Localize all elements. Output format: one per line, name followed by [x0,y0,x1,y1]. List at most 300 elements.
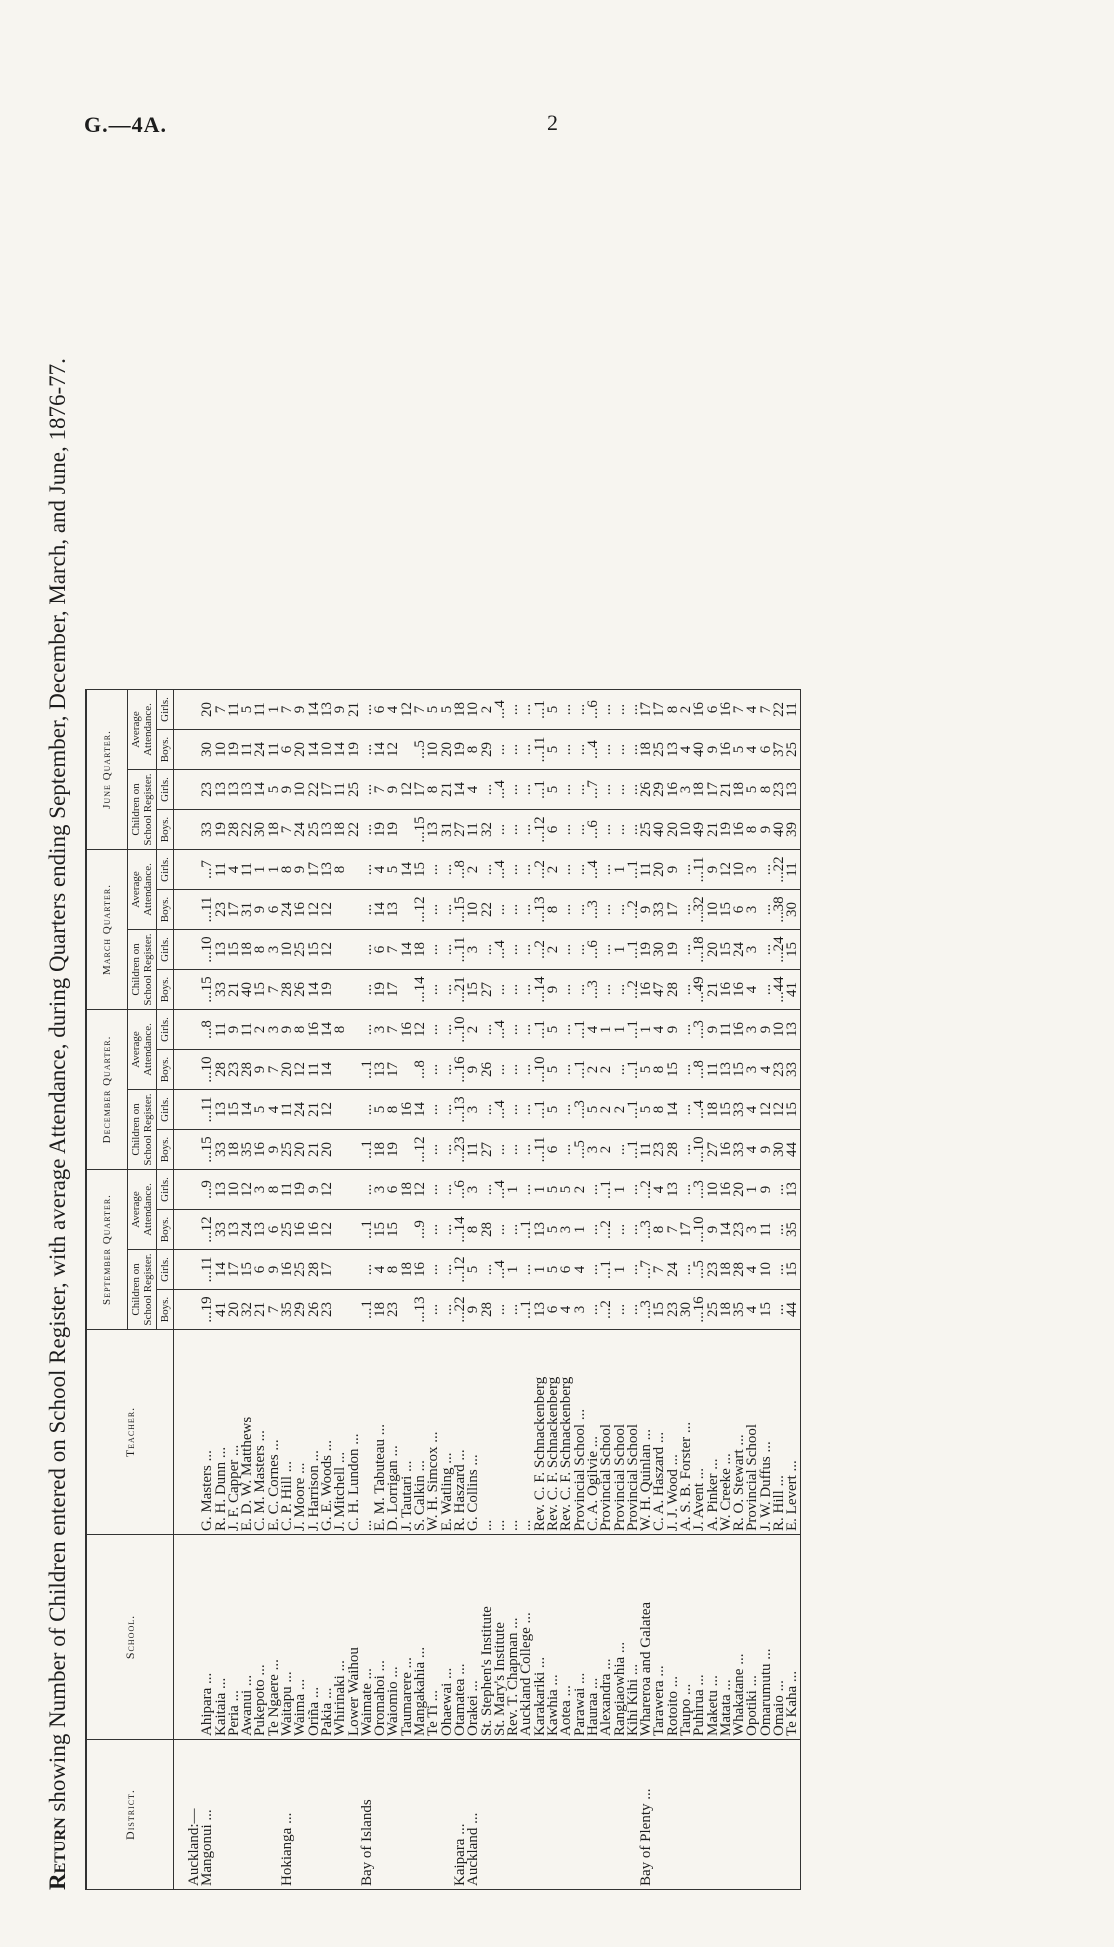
value-cell: ... [627,690,640,730]
value-cell: 12 [321,1090,334,1130]
value-cell: 23 [321,1290,334,1330]
value-cell: 4 [653,1010,666,1050]
value-cell: 9 [281,1010,294,1050]
value-cell: ...5 [693,1250,706,1290]
value-cell: ...15 [201,970,214,1010]
value-cell: ... [507,1010,520,1050]
value-cell: 2 [600,1090,613,1130]
value-cell: ...16 [693,1290,706,1330]
value-cell: ... [481,1250,494,1290]
value-cell: 3 [467,1090,480,1130]
value-cell: ... [441,1170,454,1210]
school-cell: Whirinaki ... [334,1535,347,1740]
value-cell: 11 [215,1010,228,1050]
value-cell: ... [361,890,374,930]
school-cell: Pukepoto ... [254,1535,267,1740]
teacher-cell: E. Levert ... [786,1330,800,1535]
attendance-header: Average Attendance. [128,690,157,770]
value-cell: 40 [653,810,666,850]
value-cell: 9 [228,1010,241,1050]
value-cell: ... [560,1090,573,1130]
value-cell: ... [627,1290,640,1330]
value-cell: 8 [387,1250,400,1290]
teacher-header: Teacher. [86,1330,174,1535]
value-cell: ... [760,890,773,930]
value-cell: 13 [427,810,440,850]
value-cell: 7 [387,1010,400,1050]
district-cell [773,1740,786,1890]
value-cell: ... [680,890,693,930]
value-cell: 2 [574,1170,587,1210]
value-cell: ... [507,850,520,890]
value-cell: ...4 [494,770,507,810]
value-cell: ... [560,810,573,850]
value-cell: 28 [733,1250,746,1290]
value-cell: ...10 [201,1050,214,1090]
value-cell: ... [627,770,640,810]
value-cell: 6 [374,930,387,970]
teacher-cell: Provincial School ... [574,1330,587,1535]
value-cell: 8 [653,1210,666,1250]
value-cell: 27 [707,1130,720,1170]
value-cell: ... [520,970,533,1010]
value-cell: ...23 [454,1130,467,1170]
value-cell: 27 [481,1130,494,1170]
value-cell: 19 [667,930,680,970]
value-cell: ... [427,890,440,930]
value-cell: 14 [241,1090,254,1130]
value-cell: 16 [414,1250,427,1290]
school-cell: St. Mary's Institute [494,1535,507,1740]
value-cell: 9 [281,770,294,810]
value-cell: ...14 [534,970,547,1010]
value-cell: ...1 [361,1290,374,1330]
value-cell: 1 [268,690,281,730]
value-cell: 40 [693,730,706,770]
value-cell: 15 [653,1290,666,1330]
value-cell: ... [627,1210,640,1250]
value-cell: ...4 [494,1010,507,1050]
value-cell: 8 [653,1050,666,1090]
value-cell: 30 [201,730,214,770]
value-cell: ...8 [454,850,467,890]
district-cell [746,1740,759,1890]
value-cell: 11 [254,690,267,730]
value-cell: 15 [733,1050,746,1090]
value-cell: 1 [600,1010,613,1050]
value-cell: 15 [228,1090,241,1130]
school-cell [174,1535,202,1740]
value-cell: 15 [720,930,733,970]
value-cell: 9 [294,690,307,730]
value-cell: 21 [441,770,454,810]
value-cell: 9 [308,1170,321,1210]
value-cell: 9 [760,1170,773,1210]
value-cell: 13 [254,1210,267,1250]
value-cell: ...7 [201,850,214,890]
value-cell: 15 [241,1250,254,1290]
value-cell: 24 [281,890,294,930]
value-cell: ... [560,970,573,1010]
value-cell: ... [494,1130,507,1170]
value-cell: ... [600,850,613,890]
value-cell: 13 [534,1290,547,1330]
value-cell: ... [560,1050,573,1090]
value-cell: 16 [733,1010,746,1050]
value-cell: ...11 [201,890,214,930]
value-cell: ... [600,810,613,850]
value-cell [334,1210,347,1250]
value-cell: 14 [321,1010,334,1050]
value-cell: 14 [308,690,321,730]
value-cell: ... [494,730,507,770]
value-cell: 31 [441,810,454,850]
value-cell: ...1 [361,1050,374,1090]
value-cell: ...1 [361,1130,374,1170]
value-cell: 13 [215,1170,228,1210]
value-cell: ...12 [414,890,427,930]
value-cell: 5 [547,690,560,730]
value-cell: ... [494,890,507,930]
school-cell: Oromahoi ... [374,1535,387,1740]
value-cell: 3 [587,1130,600,1170]
value-cell: 35 [786,1210,800,1250]
value-cell: 13 [321,810,334,850]
value-cell: 8 [334,850,347,890]
district-cell [374,1740,387,1890]
value-cell: 20 [733,1170,746,1210]
school-cell: Alexandra ... [600,1535,613,1740]
value-cell: 15 [786,1250,800,1290]
value-cell: 13 [321,690,334,730]
value-cell: ... [494,1050,507,1090]
table-row [174,690,202,1890]
school-cell: Omaio ... [773,1535,786,1740]
teacher-cell: A. Pinker ... [707,1330,720,1535]
district-cell [387,1740,400,1890]
value-cell: ... [441,1010,454,1050]
school-header: School. [86,1535,174,1740]
teacher-cell: J. Avent ... [693,1330,706,1535]
value-cell: 16 [401,1010,414,1050]
value-cell: 9 [254,890,267,930]
value-cell [334,890,347,930]
value-cell [174,850,202,890]
value-cell: 5 [640,1050,653,1090]
value-cell: ... [627,1170,640,1210]
value-cell: ... [560,1010,573,1050]
value-cell: 17 [707,770,720,810]
value-cell: 13 [241,770,254,810]
value-cell: 9 [467,1290,480,1330]
value-cell: ... [614,1050,627,1090]
value-cell: ... [680,970,693,1010]
value-cell: 21 [348,690,361,730]
value-cell: ...1 [627,1130,640,1170]
value-cell: ... [507,690,520,730]
value-cell: ...4 [494,1170,507,1210]
value-cell: 29 [481,730,494,770]
value-cell: 14 [321,1050,334,1090]
district-cell [680,1740,693,1890]
value-cell: 25 [281,1130,294,1170]
teacher-cell: E. Watling ... [441,1330,454,1535]
value-cell: ... [361,850,374,890]
value-cell: ... [361,690,374,730]
value-cell: 5 [547,1050,560,1090]
value-cell: 14 [414,1090,427,1130]
value-cell: 18 [707,1090,720,1130]
district-header: District. [86,1740,174,1890]
value-cell: 11 [241,730,254,770]
value-cell: ...11 [201,1090,214,1130]
value-cell: 4 [560,1290,573,1330]
value-cell: 11 [707,1050,720,1090]
teacher-cell: J. F. Capper ... [228,1330,241,1535]
value-cell: 2 [600,1130,613,1170]
teacher-cell: D. Lorrigan ... [387,1330,400,1535]
value-cell: 9 [707,1010,720,1050]
value-cell: 5 [387,850,400,890]
value-cell: ...11 [534,1130,547,1170]
value-cell: ... [507,1050,520,1090]
value-cell: 5 [547,1170,560,1210]
value-cell: ... [507,890,520,930]
value-cell: 10 [773,1010,786,1050]
teacher-cell: A. S. B. Forster ... [680,1330,693,1535]
value-cell: 23 [773,1050,786,1090]
teacher-cell: Rev. C. F. Schnackenberg [534,1330,547,1535]
value-cell [174,1090,202,1130]
value-cell: ...8 [414,1050,427,1090]
value-cell: 2 [467,850,480,890]
value-cell: ...11 [534,730,547,770]
value-cell: ... [614,810,627,850]
value-cell: ... [773,1250,786,1290]
value-cell: 15 [467,970,480,1010]
value-cell [334,930,347,970]
value-cell: 18 [720,1290,733,1330]
district-cell [494,1740,507,1890]
value-cell: 11 [640,1130,653,1170]
value-cell [334,970,347,1010]
value-cell: 13 [228,770,241,810]
school-cell: Te Ngaere ... [268,1535,281,1740]
value-cell: 1 [534,1250,547,1290]
value-cell: ... [574,770,587,810]
district-cell [520,1740,533,1890]
value-cell: ...1 [574,1050,587,1090]
value-cell: 6 [547,1130,560,1170]
value-cell: 4 [228,850,241,890]
value-cell: ... [361,770,374,810]
value-cell: 13 [667,730,680,770]
value-cell: 1 [574,1210,587,1250]
value-cell: 24 [294,1090,307,1130]
value-cell: 11 [308,1050,321,1090]
value-cell: ... [574,970,587,1010]
value-cell: 26 [308,1290,321,1330]
value-cell: 21 [228,970,241,1010]
value-cell: 7 [281,810,294,850]
register-header: Children on School Register. [128,1090,157,1170]
value-cell: ...4 [494,850,507,890]
value-cell: 10 [281,930,294,970]
teacher-cell: Provincial School [746,1330,759,1535]
value-cell: 13 [215,1090,228,1130]
school-cell: Opotiki ... [746,1535,759,1740]
value-cell: 20 [294,1130,307,1170]
value-cell: ...7 [587,770,600,810]
value-cell: ... [427,1050,440,1090]
value-cell: 7 [733,690,746,730]
value-cell: 1 [746,1170,759,1210]
value-cell: 17 [308,850,321,890]
value-cell: 28 [481,1210,494,1250]
value-cell [334,1050,347,1090]
value-cell: ...4 [693,1090,706,1130]
value-cell: 21 [720,770,733,810]
value-cell: 7 [281,690,294,730]
value-cell: 20 [321,1130,334,1170]
value-cell: 7 [667,1210,680,1250]
value-cell: ... [560,770,573,810]
district-cell [653,1740,666,1890]
value-cell: 35 [241,1130,254,1170]
value-cell: ... [427,1170,440,1210]
value-cell: 3 [268,1010,281,1050]
value-cell: ... [441,850,454,890]
value-cell: ...44 [773,970,786,1010]
value-cell: 5 [547,1010,560,1050]
value-cell: ... [481,1010,494,1050]
value-cell: ...1 [534,690,547,730]
value-cell: ... [614,770,627,810]
value-cell: 2 [547,930,560,970]
value-cell: 17 [321,770,334,810]
value-cell: ... [760,970,773,1010]
value-cell [334,1290,347,1330]
value-cell: ...1 [627,850,640,890]
teacher-cell: J. Harrison ... [308,1330,321,1535]
value-cell: ...1 [361,1210,374,1250]
value-cell: 15 [786,1090,800,1130]
value-cell: 7 [387,930,400,970]
value-cell: 4 [746,1250,759,1290]
value-cell: ... [494,970,507,1010]
teacher-cell: Rev. C. F. Schnackenberg [547,1330,560,1535]
value-cell: ...12 [201,1210,214,1250]
value-cell: 16 [308,1210,321,1250]
value-cell: 5 [560,1170,573,1210]
value-cell: ...6 [587,930,600,970]
teacher-cell: ... [520,1330,533,1535]
value-cell: ... [560,850,573,890]
value-cell: 5 [241,690,254,730]
value-cell: 25 [707,1290,720,1330]
value-cell: 2 [600,1050,613,1090]
teacher-cell: R. H. Dunn ... [215,1330,228,1535]
value-cell [334,1090,347,1130]
value-cell: ...4 [494,930,507,970]
value-cell: ... [441,1050,454,1090]
district-cell: Kaipara ... [454,1740,467,1890]
girls-header: Girls. [157,850,174,890]
teacher-cell: C. A. Ogilvie ... [587,1330,600,1535]
value-cell: ...13 [454,1090,467,1130]
value-cell: 14 [374,730,387,770]
value-cell: 21 [308,1130,321,1170]
value-cell: 11 [241,850,254,890]
district-cell: Mangonui ... [201,1740,214,1890]
value-cell [174,1170,202,1210]
value-cell: 8 [467,1210,480,1250]
value-cell: 8 [547,890,560,930]
value-cell: 28 [308,1250,321,1290]
value-cell: 7 [268,1290,281,1330]
value-cell: 13 [786,770,800,810]
page-code: G.—4A. [84,112,167,137]
value-cell: ... [494,1290,507,1330]
value-cell: 5 [587,1090,600,1130]
value-cell: 8 [254,930,267,970]
teacher-cell: R. Haszard ... [454,1330,467,1535]
school-cell: St. Stephen's Institute [481,1535,494,1740]
value-cell: 17 [387,1050,400,1090]
value-cell: 21 [308,1090,321,1130]
value-cell: 8 [467,730,480,770]
teacher-cell: R. Hill ... [773,1330,786,1535]
value-cell: 29 [653,770,666,810]
value-cell: 27 [454,810,467,850]
value-cell: ...22 [454,1290,467,1330]
value-cell: ... [520,770,533,810]
value-cell [174,1210,202,1250]
value-cell: 9 [294,850,307,890]
value-cell: ...1 [534,1010,547,1050]
value-cell: 10 [707,890,720,930]
value-cell: 11 [241,1010,254,1050]
value-cell: 23 [201,770,214,810]
value-cell: 3 [374,1170,387,1210]
value-cell: ...1 [534,1090,547,1130]
value-cell: 29 [294,1290,307,1330]
value-cell [174,930,202,970]
value-cell: ... [427,1290,440,1330]
value-cell: 12 [760,1090,773,1130]
value-cell: ...2 [534,850,547,890]
value-cell: ... [560,1130,573,1170]
value-cell: 4 [574,1250,587,1290]
value-cell: 5 [547,730,560,770]
value-cell: ...9 [201,1170,214,1210]
value-cell: ... [361,1170,374,1210]
value-cell: 11 [786,850,800,890]
value-cell [174,1130,202,1170]
school-cell: Lower Waihou [348,1535,361,1740]
value-cell: 12 [773,1090,786,1130]
value-cell: 22 [308,770,321,810]
value-cell: 8 [746,810,759,850]
value-cell: 13 [786,1170,800,1210]
value-cell: 23 [707,1250,720,1290]
district-cell [560,1740,573,1890]
school-cell: Waima ... [294,1535,307,1740]
value-cell: 9 [254,1050,267,1090]
value-cell: ...10 [201,930,214,970]
value-cell: 10 [228,1170,241,1210]
value-cell: 5 [441,690,454,730]
